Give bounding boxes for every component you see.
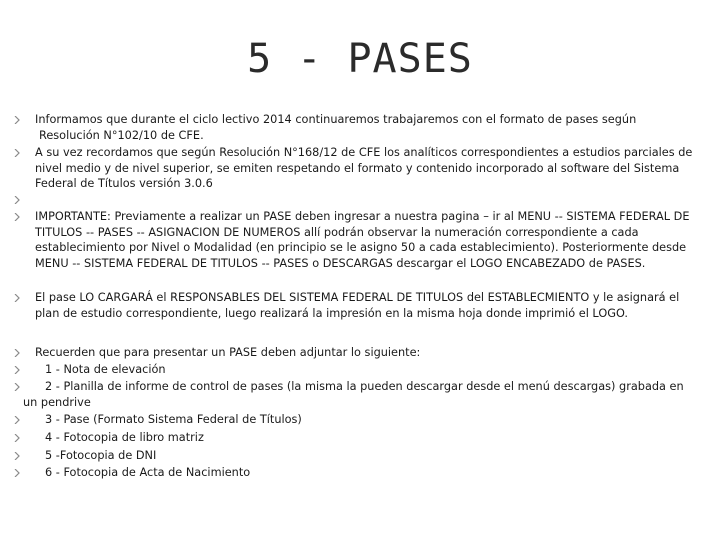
- item-line: plan de estudio correspondiente, luego realizará la impresión en la misma hoja donde imprimió el LOGO.: [35, 306, 628, 320]
- bullet-icon: [14, 452, 20, 460]
- item-line: TITULOS -- PASES -- ASIGNACION DE NUMEROS allí podrán observar la numeración correspondiente a cada: [35, 225, 639, 239]
- item-line: un pendrive: [23, 395, 91, 409]
- bullet-icon: [14, 366, 20, 374]
- bullet-icon: [14, 294, 20, 302]
- item-line: 1 - Nota de elevación: [45, 363, 166, 376]
- bullet-icon: [14, 149, 20, 157]
- item-line: El pase LO CARGARÁ el RESPONSABLES DEL SISTEMA FEDERAL DE TITULOS del ESTABLECMIENTO y le asignará el: [35, 291, 680, 304]
- item-line: Recuerden que para presentar un PASE deben adjuntar lo siguiente:: [35, 346, 421, 359]
- bullet-icon: [14, 196, 20, 204]
- bullet-icon: [14, 434, 20, 442]
- item-line: A su vez recordamos que según Resolución N°168/12 de CFE los analíticos correspondientes a estudios parciales de: [35, 146, 693, 159]
- item-line: nivel medio y de nivel superior, se emiten respetando el formato y contenido incorporado al software del Sistema: [35, 161, 680, 175]
- item-line: 4 - Fotocopia de libro matriz: [45, 431, 204, 444]
- bullet-icon: [14, 213, 20, 221]
- bullet-icon: [14, 416, 20, 424]
- item-line: Resolución N°102/10 de CFE.: [39, 128, 204, 142]
- bullet-icon: [14, 349, 20, 357]
- bullet-icon: [14, 383, 20, 391]
- item-line: IMPORTANTE: Previamente a realizar un PASE deben ingresar a nuestra pagina – ir al MENU -- SISTEMA FEDERAL DE: [35, 210, 690, 223]
- page-title: 5 - PASES: [247, 36, 473, 82]
- item-line: establecimiento por Nivel o Modalidad (en principio se le asigno 50 a cada establecimiento). Posteriormente desde: [35, 241, 687, 254]
- item-line: MENU -- SISTEMA FEDERAL DE TITULOS -- PASES o DESCARGAS descargar el LOGO ENCABEZADO de PASES.: [35, 256, 646, 270]
- item-line: Federal de Títulos versión 3.0.6: [35, 177, 213, 190]
- item-line: 6 - Fotocopia de Acta de Nacimiento: [45, 466, 251, 479]
- item-line: Informamos que durante el ciclo lectivo 2014 continuaremos trabajaremos con el formato de pases según: [35, 113, 637, 126]
- bullet-icon: [14, 116, 20, 124]
- item-line: 5 -Fotocopia de DNI: [45, 449, 157, 462]
- bullet-icon: [14, 469, 20, 477]
- item-line: 2 - Planilla de informe de control de pases (la misma la pueden descargar desde el menú descargas) grabada en: [45, 380, 684, 393]
- item-line: 3 - Pase (Formato Sistema Federal de Títulos): [45, 413, 302, 426]
